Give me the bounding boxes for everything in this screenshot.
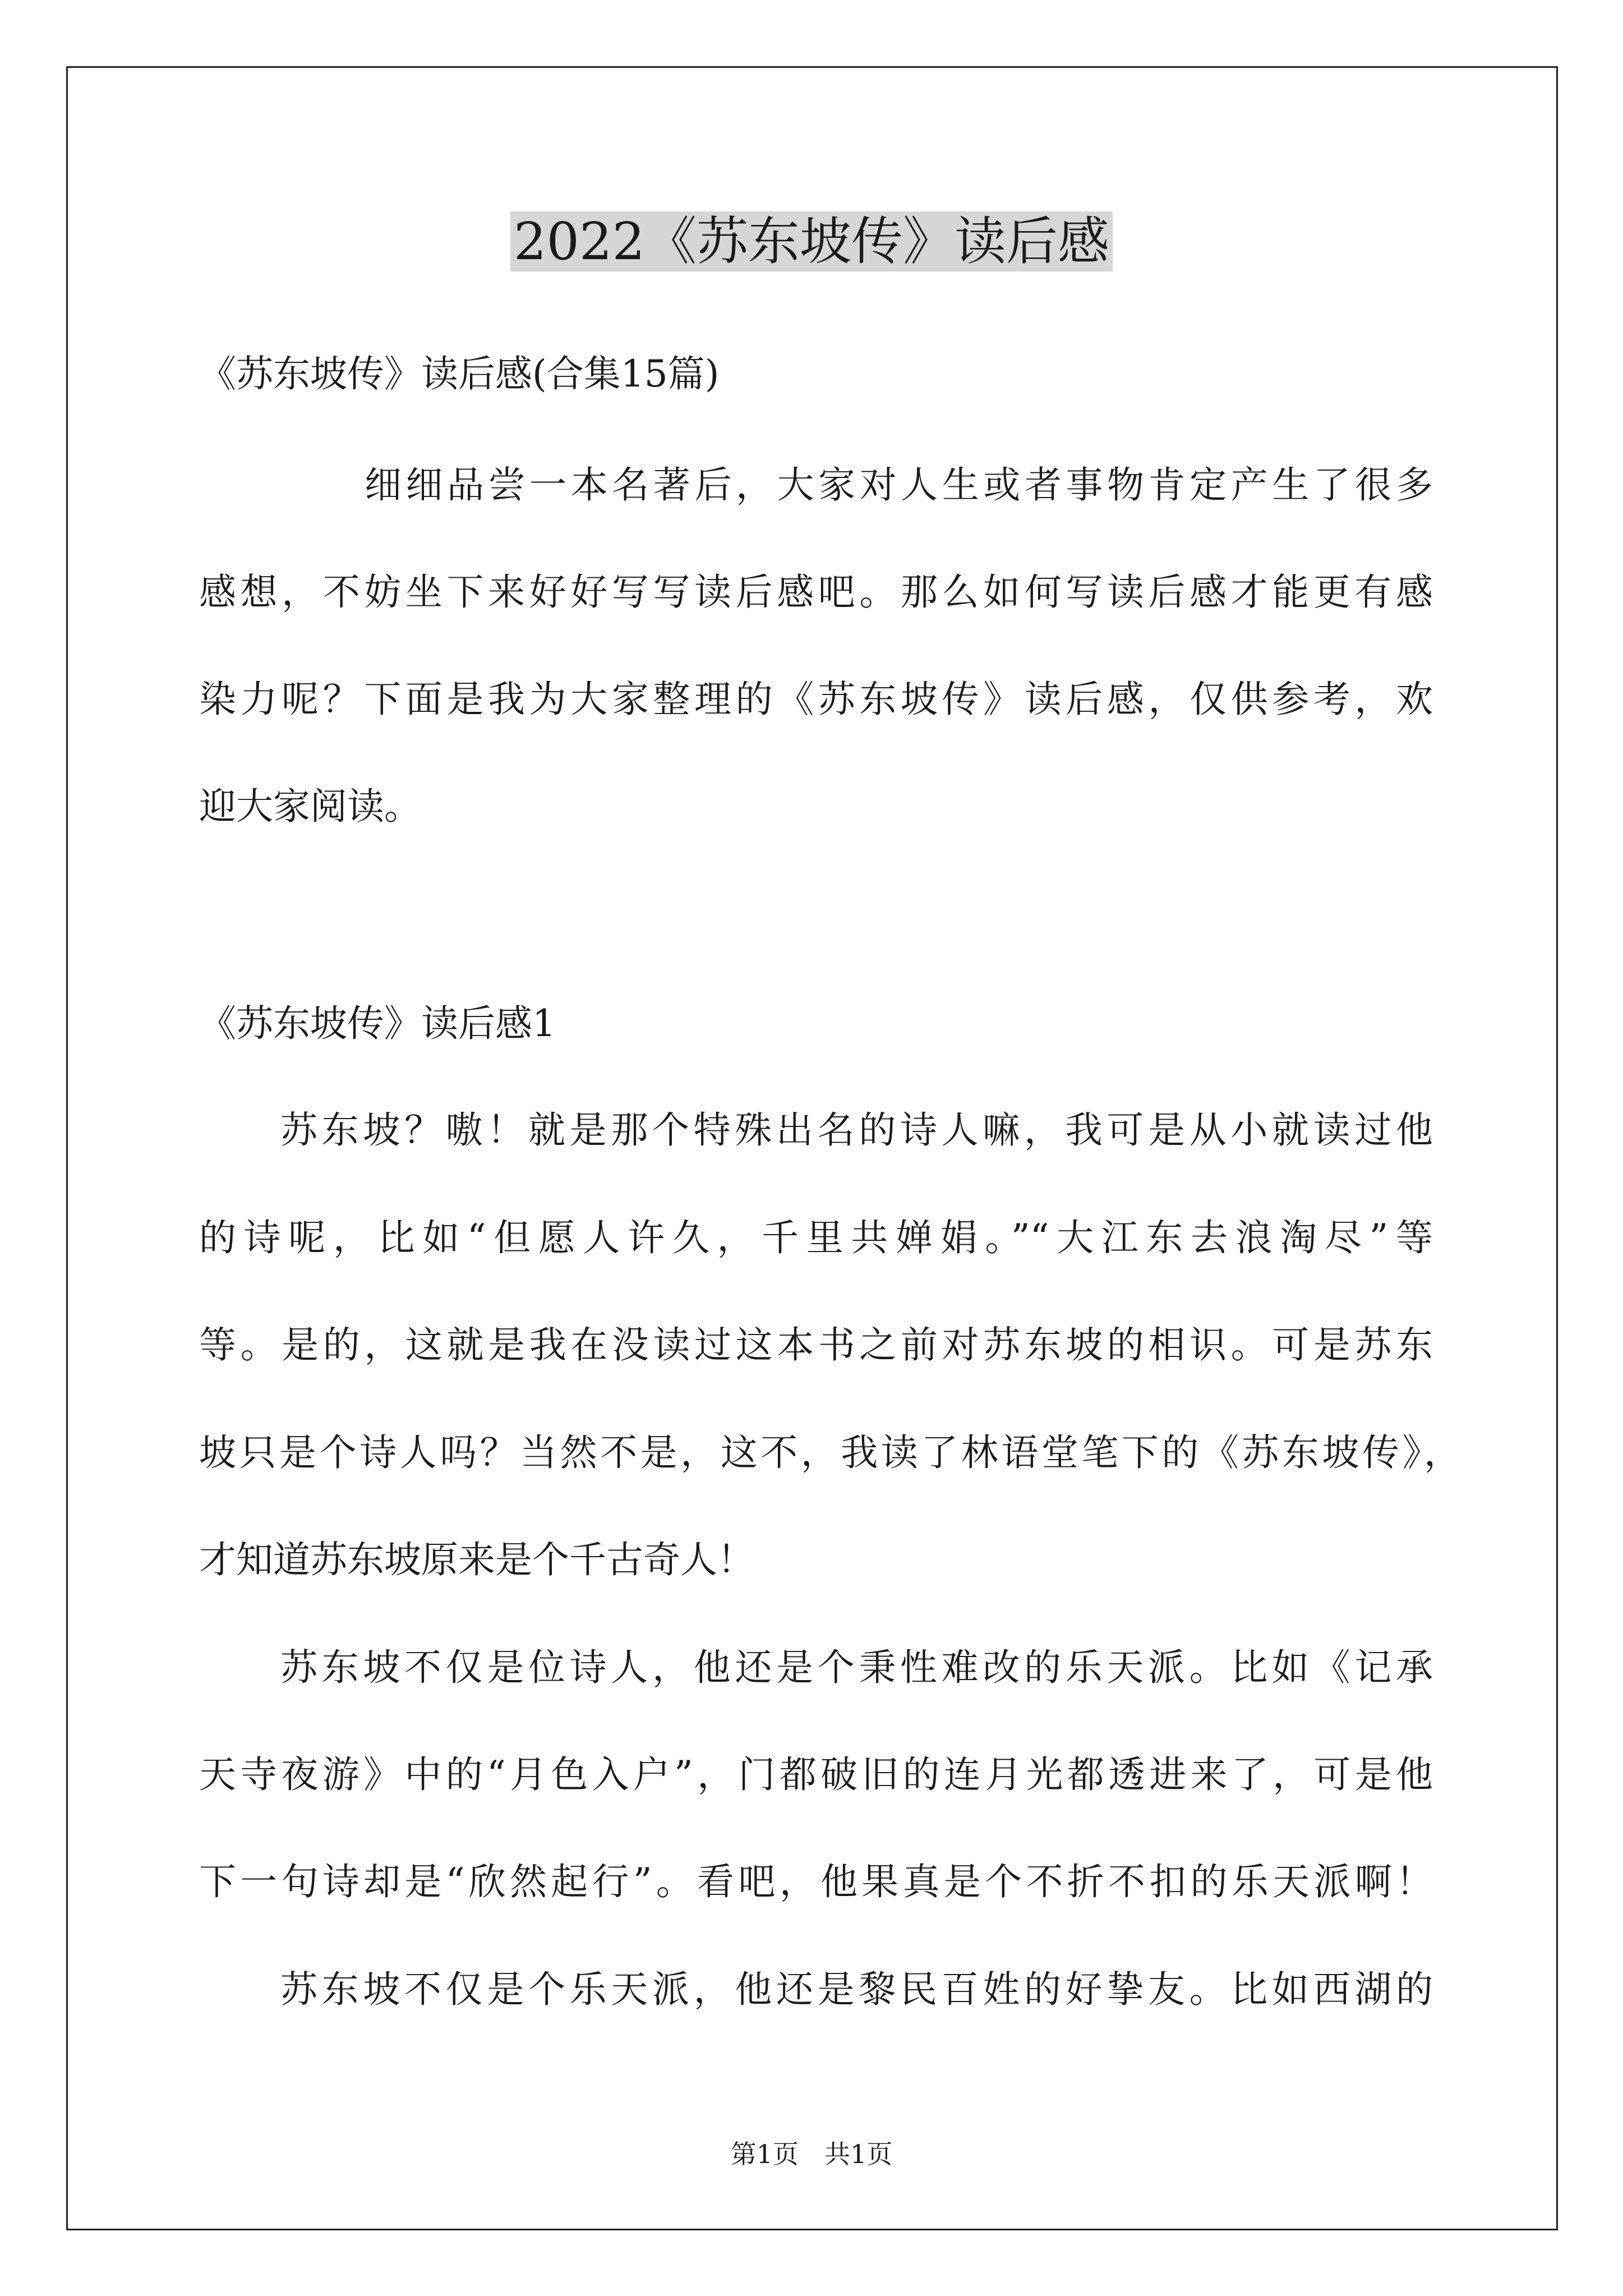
- document-title: 2022《苏东坡传》读后感: [0, 205, 1623, 278]
- section-heading: 《苏东坡传》读后感1: [199, 1002, 556, 1045]
- paragraph-line: 下一句诗却是“欣然起行”。看吧，他果真是个不折不扣的乐天派啊！: [199, 1860, 1433, 1903]
- page-number: 第1页 共1页: [730, 2139, 893, 2169]
- intro-line: 感想，不妨坐下来好好写写读后感吧。那么如何写读后感才能更有感: [199, 570, 1433, 614]
- paragraph-line: 苏东坡不仅是位诗人，他还是个秉性难改的乐天派。比如《记承: [280, 1646, 1433, 1689]
- paragraph-line: 苏东坡不仅是个乐天派，他还是黎民百姓的好挚友。比如西湖的: [280, 1968, 1433, 2011]
- paragraph-line: 苏东坡？嗷！就是那个特殊出名的诗人嘛，我可是从小就读过他: [280, 1108, 1433, 1152]
- document-subtitle: 《苏东坡传》读后感(合集15篇): [199, 352, 720, 395]
- intro-line: 迎大家阅读。: [199, 785, 421, 828]
- paragraph-line: 等。是的，这就是我在没读过这本书之前对苏东坡的相识。可是苏东: [199, 1323, 1433, 1366]
- paragraph-line: 才知道苏东坡原来是个千古奇人！: [199, 1538, 754, 1581]
- intro-line: 细细品尝一本名著后，大家对人生或者事物肯定产生了很多: [365, 463, 1433, 507]
- paragraph-line: 天寺夜游》中的“月色入户”，门都破旧的连月光都透进来了，可是他: [199, 1753, 1433, 1796]
- paragraph-line: 坡只是个诗人吗？当然不是，这不，我读了林语堂笔下的《苏东坡传》，: [199, 1431, 1461, 1474]
- intro-line: 染力呢？下面是我为大家整理的《苏东坡传》读后感，仅供参考，欢: [199, 678, 1433, 721]
- paragraph-line: 的诗呢，比如“但愿人许久，千里共婵娟。”“大江东去浪淘尽”等: [199, 1216, 1433, 1259]
